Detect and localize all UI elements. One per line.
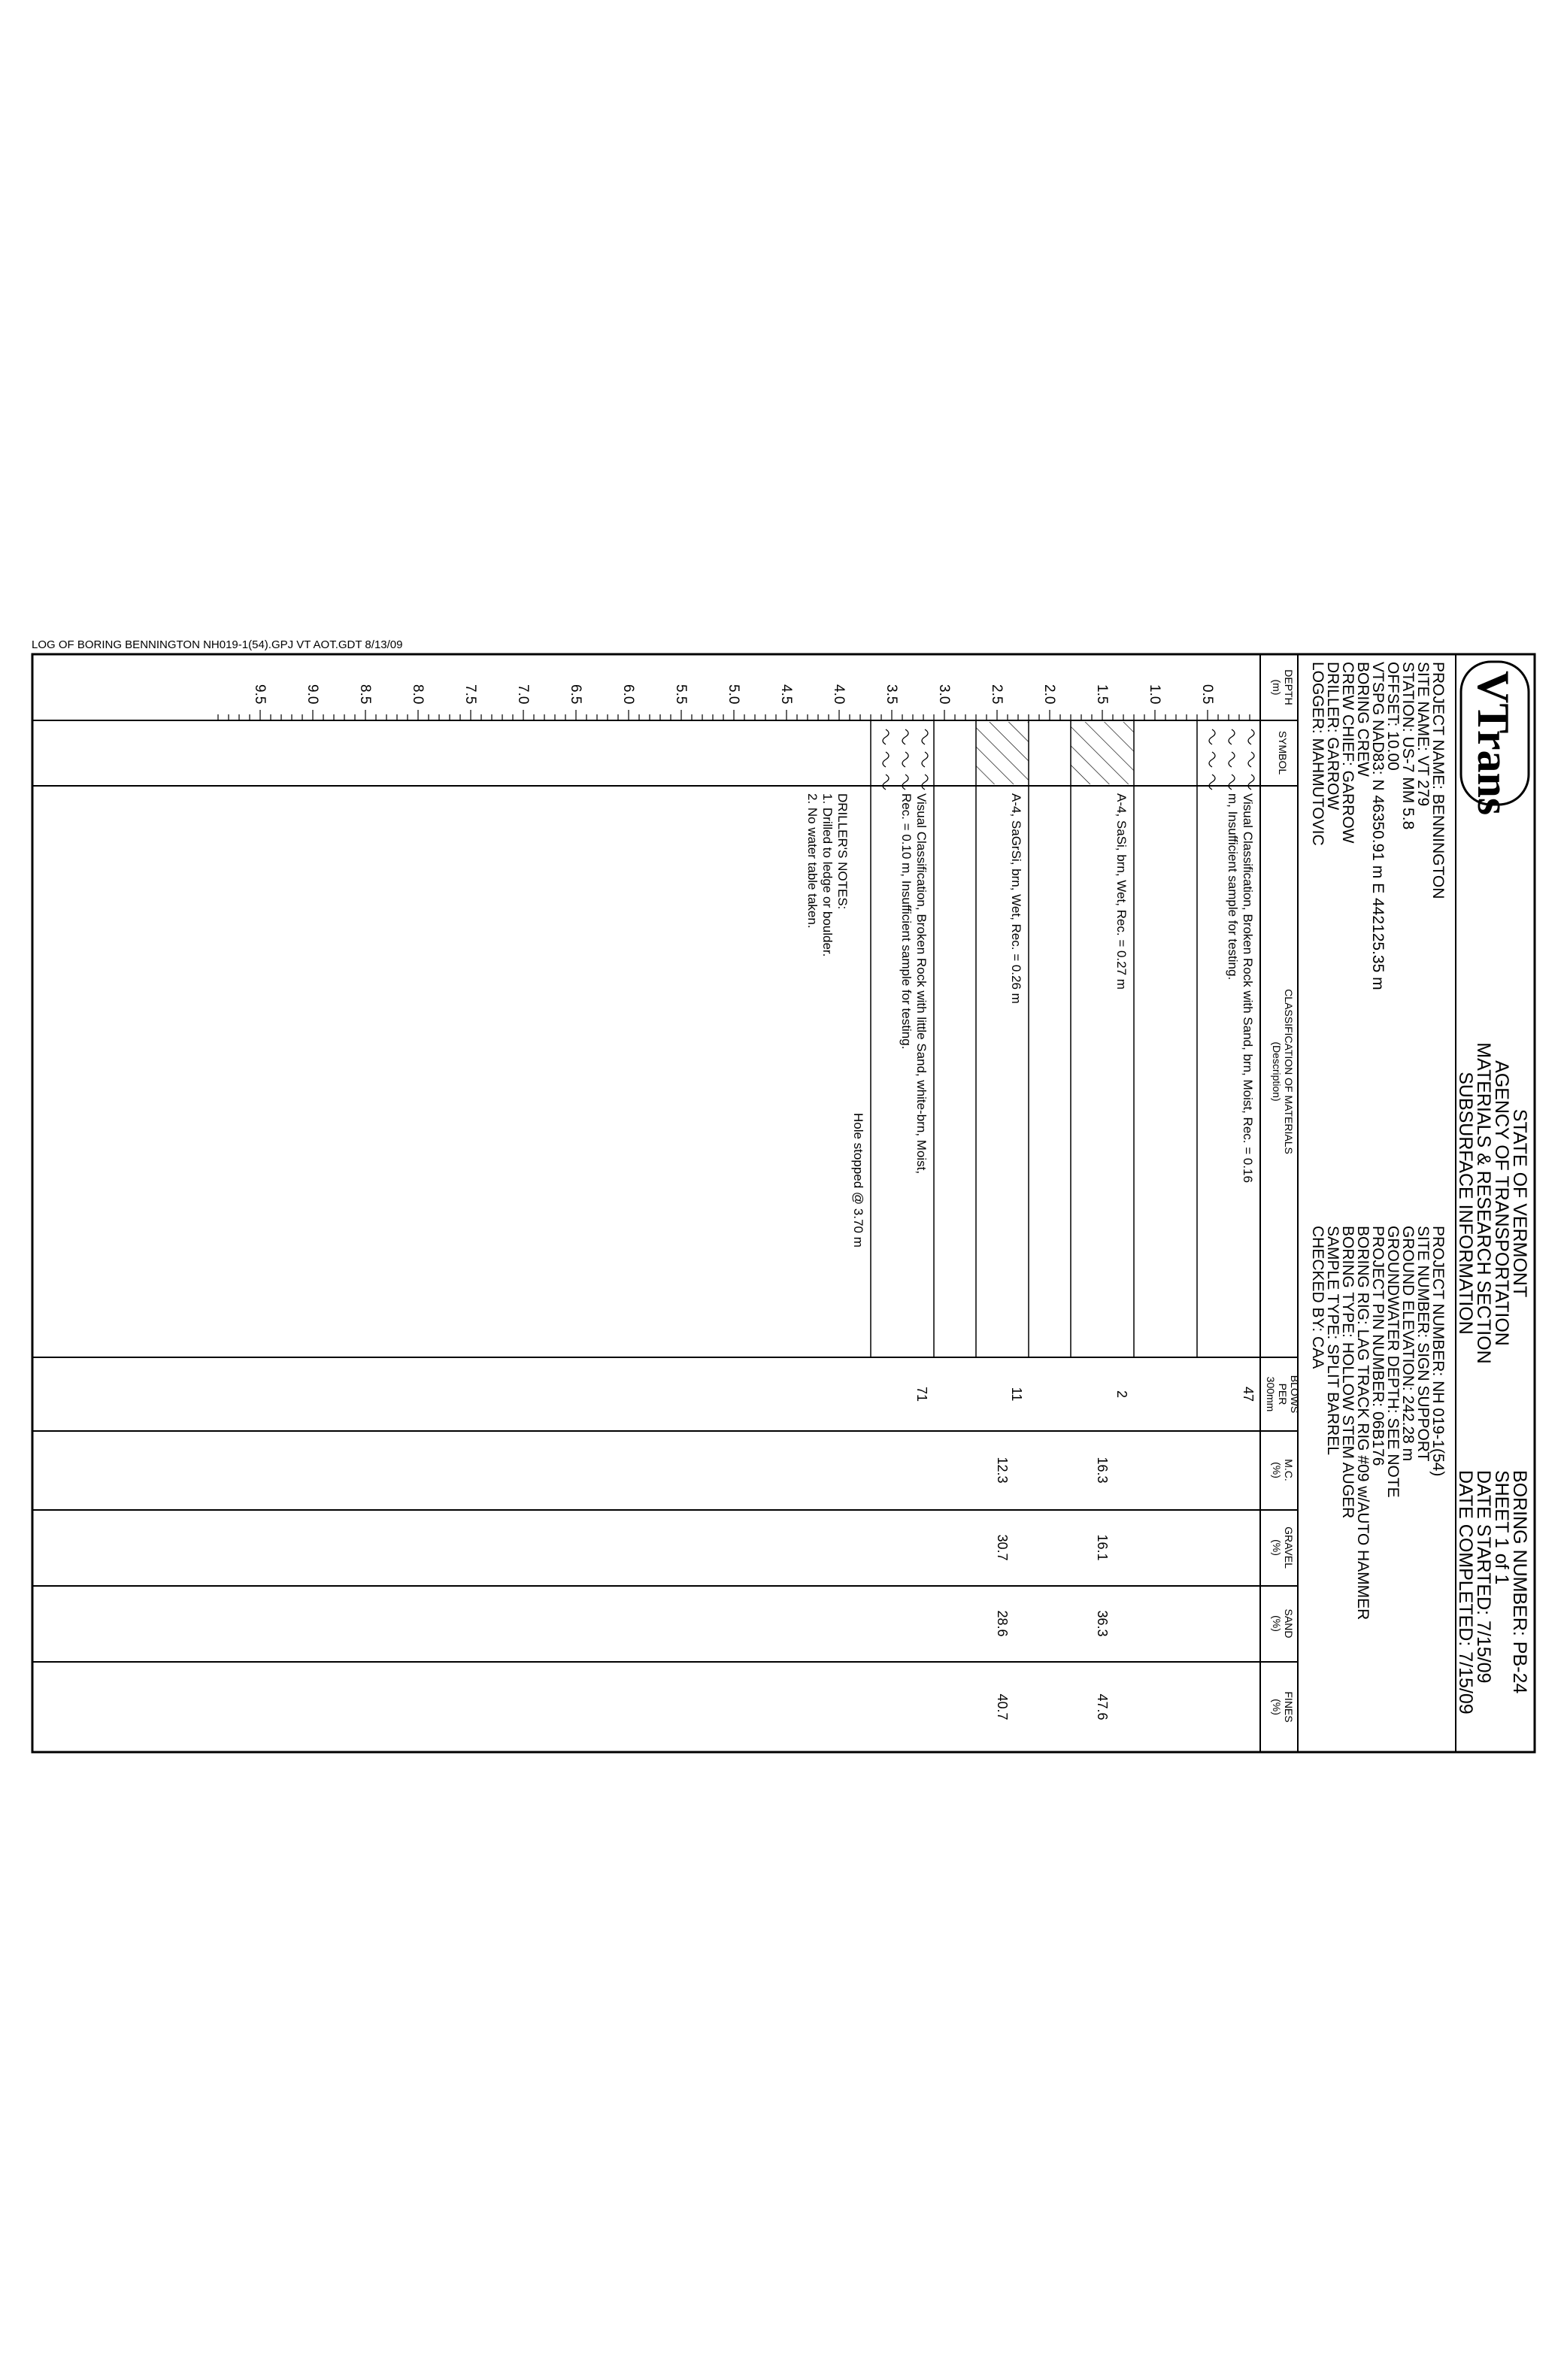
depth-tick-label: 8.5 — [357, 684, 373, 705]
depth-tick-label: 4.0 — [831, 684, 847, 705]
drillers-note-line: 1. Drilled to ledge or boulder. — [820, 793, 835, 957]
depth-tick-label: 3.5 — [884, 684, 899, 705]
column-header-fines: (%) — [1271, 1699, 1283, 1715]
project-info-right-line: BORING RIG: LAG TRACK RIG #09 w/AUTO HAMMER — [1354, 1226, 1372, 1621]
project-info-right-line: GROUND ELEVATION: 242.28 m — [1399, 1226, 1417, 1462]
agency-line-1: STATE OF VERMONT — [1509, 1108, 1530, 1298]
drillers-notes — [805, 793, 850, 957]
column-header-sand: SAND — [1283, 1608, 1295, 1639]
depth-tick-label: 6.0 — [620, 684, 636, 705]
depth-tick-label: 6.5 — [568, 684, 583, 705]
project-info-left-line: STATION: US-7 MM 5.8 — [1399, 662, 1417, 830]
broken-rock-symbol — [883, 729, 928, 790]
project-info-left-line: OFFSET: 10.00 — [1384, 662, 1402, 771]
sample-description: Visual Classification, Broken Rock with Sand, brn, Moist, Rec. = 0.16 — [1241, 793, 1255, 1183]
project-info-right-line: BORING TYPE: HOLLOW STEM AUGER — [1339, 1226, 1356, 1519]
sample-description: m, Insufficient sample for testing. — [1226, 793, 1240, 981]
project-info-left-line: CREW CHIEF: GARROW — [1339, 662, 1356, 844]
project-info-right-line: GROUNDWATER DEPTH: SEE NOTE — [1384, 1226, 1402, 1498]
column-headers — [1265, 669, 1301, 1722]
sample-sand-value: 36.3 — [1095, 1610, 1110, 1637]
column-header-blows: BLOWS — [1289, 1375, 1301, 1414]
depth-tick-label: 3.0 — [936, 684, 952, 705]
agency-line-4: SUBSURFACE INFORMATION — [1455, 1072, 1476, 1335]
date-started: DATE STARTED: 7/15/09 — [1473, 1470, 1494, 1684]
depth-tick-label: 8.0 — [410, 684, 426, 705]
sample-description: Visual Classification, Broken Rock with little Sand, white-brn, Moist, — [914, 793, 929, 1175]
sample-rows — [871, 720, 1260, 1721]
sample-description: A-4, SaGrSi, brn, Wet, Rec. = 0.26 m — [1009, 793, 1023, 1004]
project-info-left — [1309, 662, 1447, 990]
sample-fines-value: 40.7 — [995, 1693, 1010, 1721]
project-info-left-line: DRILLER: GARROW — [1324, 662, 1341, 811]
sample-description: Rec. = 0.10 m, Insufficient sample for testing. — [899, 793, 914, 1050]
project-info-left-line: SITE NAME: VT 279 — [1414, 662, 1432, 807]
column-header-blows: PER — [1277, 1383, 1289, 1405]
depth-tick-label: 9.5 — [252, 684, 268, 705]
project-info-right-line: SITE NUMBER: SIGN SUPPORT — [1414, 1226, 1432, 1462]
sample-gravel-value: 16.1 — [1095, 1534, 1110, 1561]
soil-symbol — [1071, 722, 1134, 784]
depth-tick-label: 9.0 — [305, 684, 320, 705]
depth-tick-label: 7.5 — [462, 684, 478, 705]
sample-blows-value: 47 — [1241, 1386, 1256, 1402]
project-info-right-line: CHECKED BY: CAA — [1309, 1226, 1326, 1369]
project-info-left-line: LOGGER: MAHMUTOVIC — [1309, 662, 1326, 846]
project-info-left-line: VTSPG NAD83: N 46350.91 m E 442125.35 m — [1369, 662, 1387, 990]
project-info-right-line: PROJECT NUMBER: NH 019-1(54) — [1429, 1226, 1447, 1477]
broken-rock-symbol — [1209, 729, 1254, 790]
svg-text:VTrans: VTrans — [1468, 671, 1518, 816]
column-header-fines: FINES — [1283, 1691, 1295, 1723]
agency-line-3: MATERIALS & RESEARCH SECTION — [1473, 1042, 1494, 1364]
depth-tick-label: 1.5 — [1094, 684, 1110, 705]
column-header-blows: 300mm — [1265, 1376, 1277, 1412]
project-info-right-line: PROJECT PIN NUMBER: 06B176 — [1369, 1226, 1387, 1466]
depth-tick-label: 0.5 — [1199, 684, 1215, 705]
depth-tick-label: 1.0 — [1147, 684, 1162, 705]
sample-gravel-value: 30.7 — [995, 1534, 1010, 1561]
hole-stopped-note: Hole stopped @ 3.70 m — [851, 1113, 865, 1248]
table-grid — [32, 654, 1298, 1752]
sample-description: A-4, SaSi, brn, Wet, Rec. = 0.27 m — [1114, 793, 1129, 990]
column-header-depth: (m) — [1271, 679, 1283, 696]
sample-blows-value: 2 — [1114, 1390, 1129, 1399]
column-header-symbol: SYMBOL — [1277, 730, 1289, 775]
sample-fines-value: 47.6 — [1095, 1693, 1110, 1721]
depth-tick-label: 5.0 — [726, 684, 741, 705]
soil-symbol — [976, 722, 1029, 784]
depth-scale — [218, 684, 1260, 720]
project-info-left-line: BORING CREW — [1354, 662, 1372, 777]
sheet-number: SHEET 1 of 1 — [1491, 1470, 1512, 1585]
boring-number: BORING NUMBER: PB-24 — [1509, 1470, 1530, 1694]
column-header-depth: DEPTH — [1283, 669, 1295, 705]
project-info-right — [1309, 1226, 1447, 1620]
file-reference-line: LOG OF BORING BENNINGTON NH019-1(54).GPJ VT AOT.GDT 8/13/09 — [32, 638, 403, 651]
column-header-mc: (%) — [1271, 1462, 1283, 1478]
depth-tick-label: 2.0 — [1041, 684, 1057, 705]
project-info-right-line: SAMPLE TYPE: SPLIT BARREL — [1324, 1226, 1341, 1456]
sample-mc-value: 12.3 — [995, 1457, 1010, 1484]
column-header-classification: CLASSIFICATION OF MATERIALS — [1283, 989, 1295, 1154]
vtrans-logo — [1461, 662, 1529, 815]
sample-blows-value: 71 — [914, 1386, 929, 1402]
date-completed: DATE COMPLETED: 7/15/09 — [1455, 1470, 1476, 1715]
drillers-note-line: 2. No water table taken. — [805, 793, 820, 929]
depth-tick-label: 2.5 — [989, 684, 1005, 705]
sample-blows-value: 11 — [1009, 1387, 1024, 1402]
column-header-mc: M.C. — [1283, 1459, 1295, 1481]
column-header-classification: (Description) — [1271, 1041, 1283, 1102]
sample-sand-value: 28.6 — [995, 1610, 1010, 1637]
column-header-sand: (%) — [1271, 1615, 1283, 1632]
project-info-left-line: PROJECT NAME: BENNINGTON — [1429, 662, 1447, 899]
agency-line-2: AGENCY OF TRANSPORTATION — [1491, 1060, 1512, 1346]
depth-tick-label: 5.5 — [673, 684, 689, 705]
column-header-gravel: (%) — [1271, 1539, 1283, 1556]
drillers-note-line: DRILLER'S NOTES: — [835, 793, 850, 910]
sample-mc-value: 16.3 — [1095, 1457, 1110, 1484]
depth-tick-label: 4.5 — [778, 684, 794, 705]
depth-tick-label: 7.0 — [515, 684, 531, 705]
column-header-gravel: GRAVEL — [1283, 1527, 1295, 1569]
